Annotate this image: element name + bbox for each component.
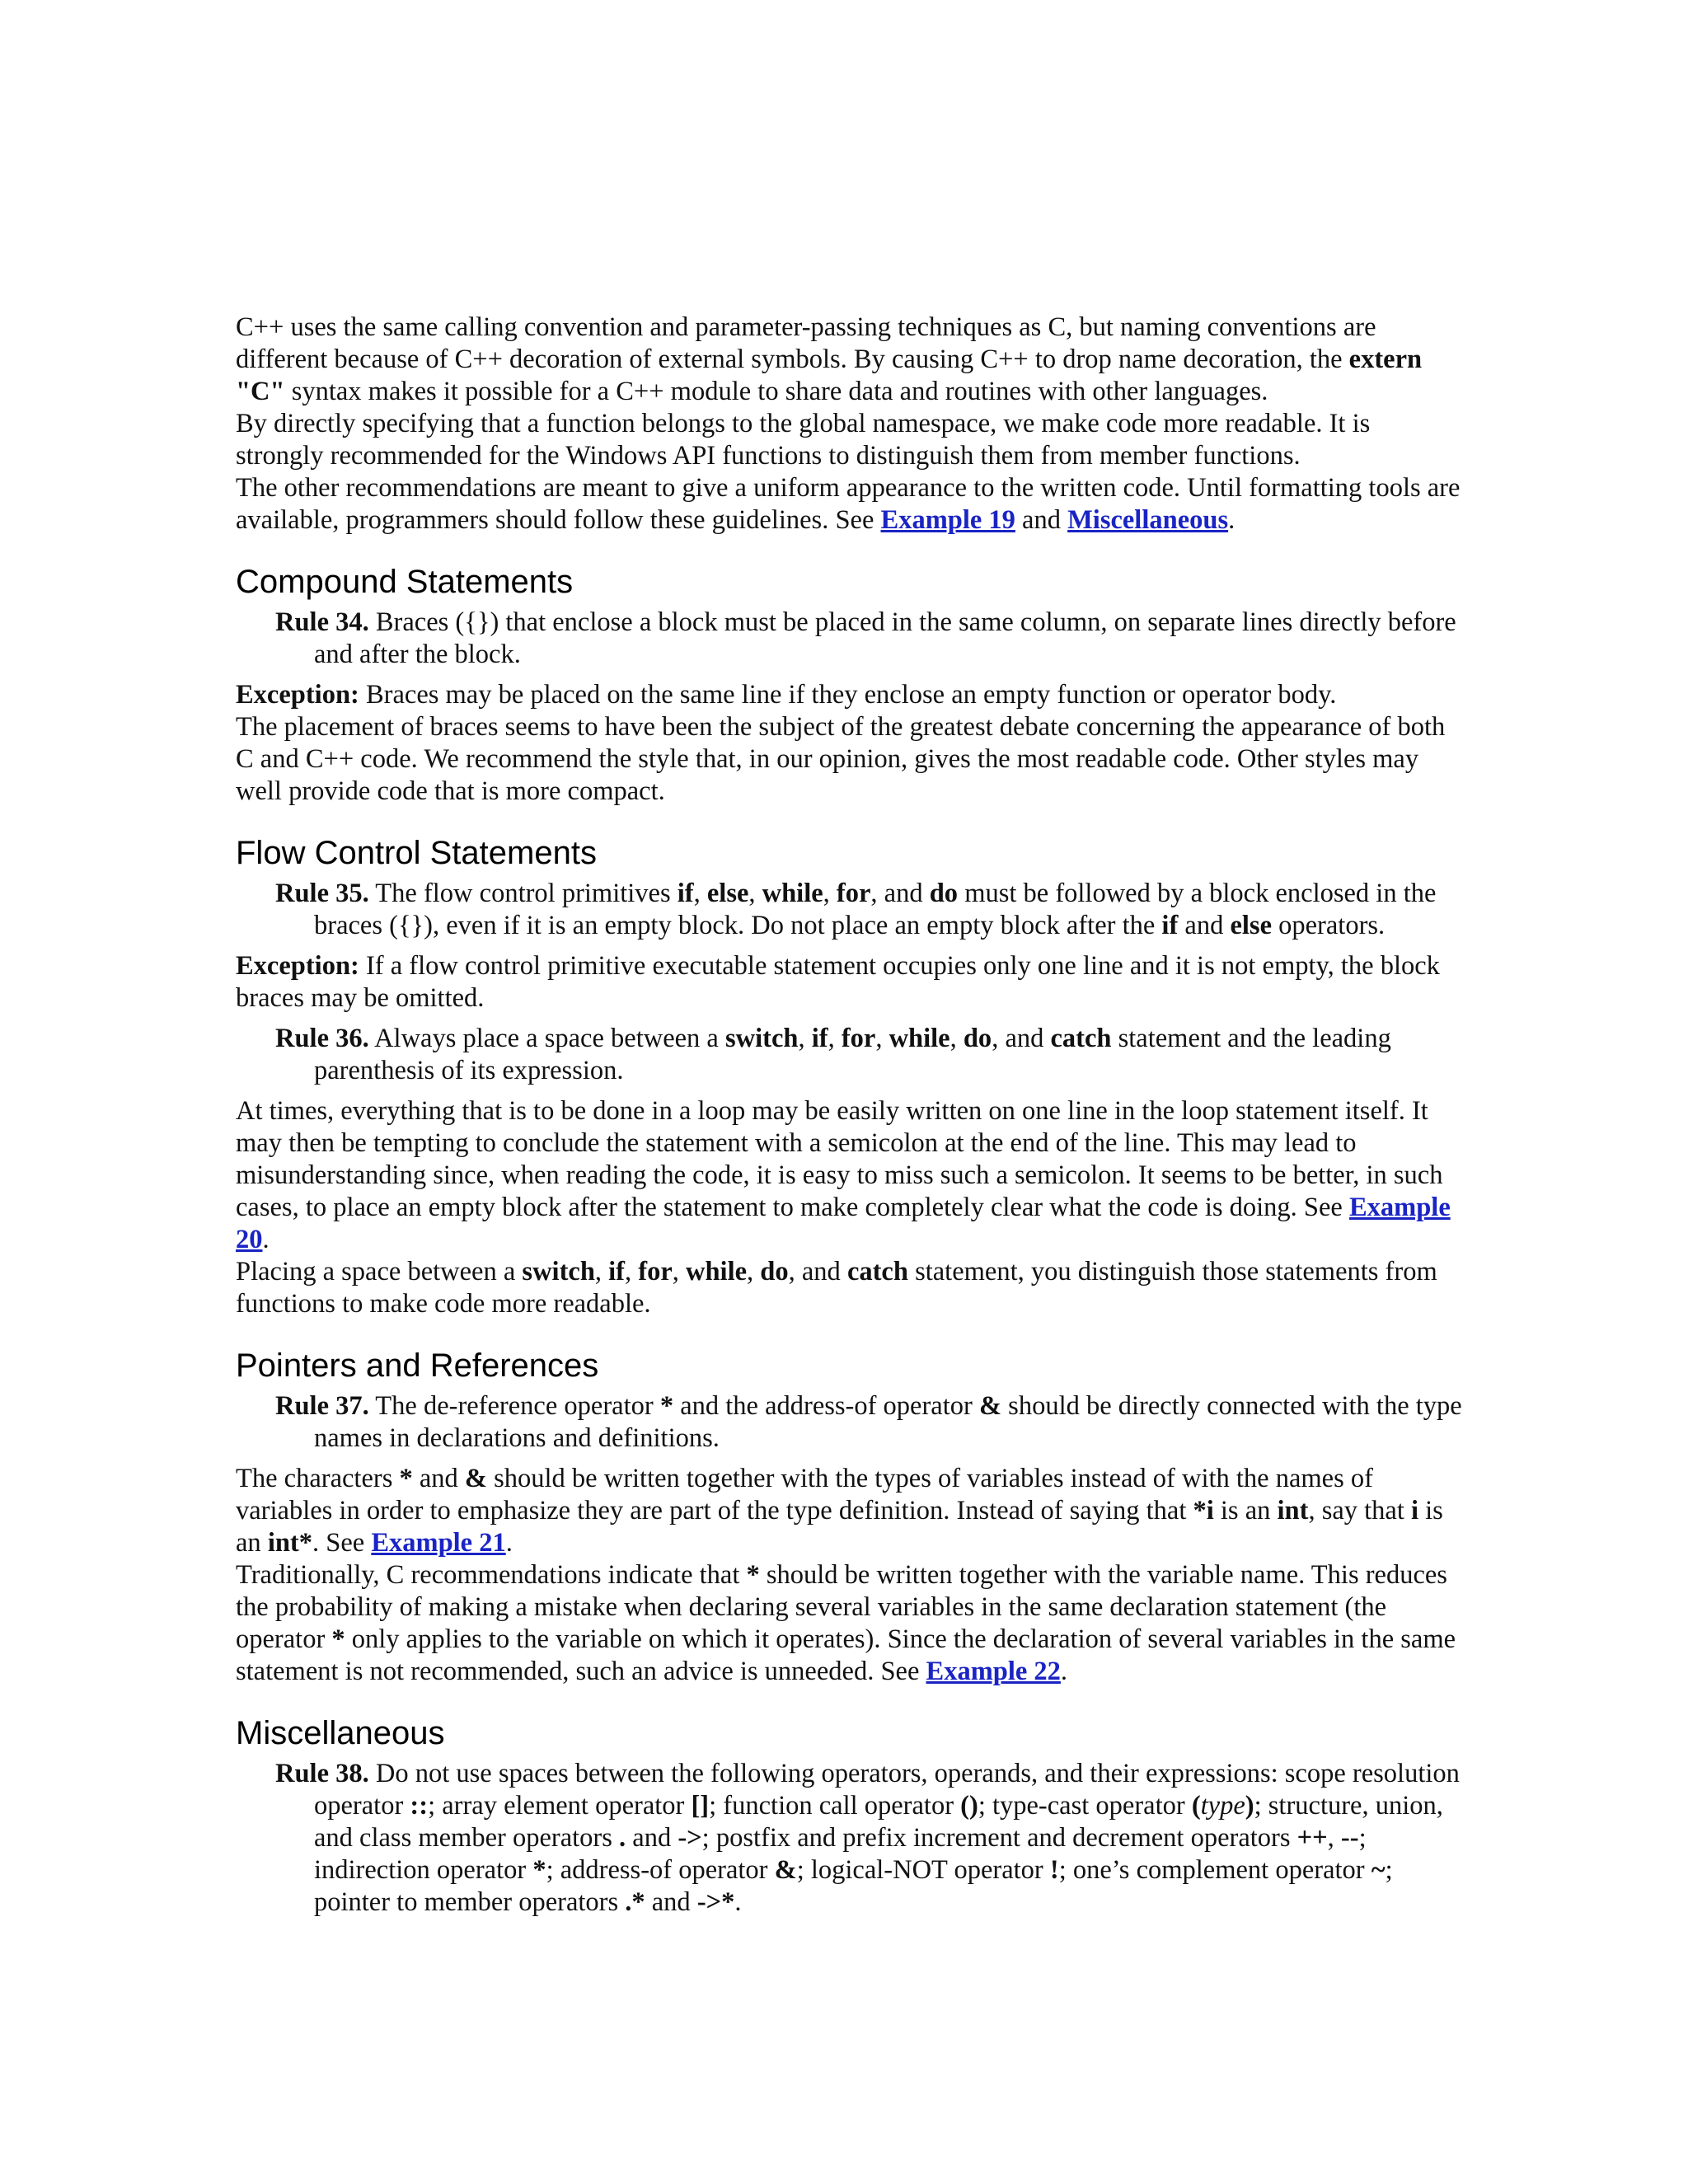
rule-label: Rule 35.	[275, 879, 369, 908]
flow-paragraph-space: Placing a space between a switch, if, for, while, do, and catch statement, you distinguish those statements from functions to make code more readable.	[236, 1257, 1437, 1319]
link-example-21[interactable]: Example 21	[371, 1528, 506, 1558]
document-page	[236, 312, 1464, 1927]
rule-label: Rule 34.	[275, 607, 369, 637]
flow-paragraph-semicolon: At times, everything that is to be done in a loop may be easily written on one line in the loop statement itself. It may then be tempting to conclude the statement with a semicolon at the end of the line. This may lead to misunderstanding since, when reading the code, it is easy to miss such a semicolon. It seems to be better, in such cases, to place an empty block after the statement to make completely clear what the code is doing. See Example 20.	[236, 1096, 1451, 1254]
rule-label: Rule 38.	[275, 1759, 369, 1788]
heading-miscellaneous: Miscellaneous	[236, 1715, 445, 1751]
link-example-19[interactable]: Example 19	[880, 505, 1015, 535]
heading-flow-control-statements: Flow Control Statements	[236, 835, 597, 871]
intro-paragraph-uniform-appearance: The other recommendations are meant to give a uniform appearance to the written code. Until formatting tools are available, programmers should follow these guidelines. See Example 19 and Miscellaneous.	[236, 473, 1461, 535]
intro-paragraph-global-namespace: By directly specifying that a function belongs to the global namespace, we make code more readable. It is strongly recommended for the Windows API functions to distinguish them from member functions.	[236, 409, 1371, 471]
link-example-22[interactable]: Example 22	[926, 1657, 1061, 1686]
link-example-20[interactable]: Example 20	[236, 1193, 1451, 1254]
extern-c-keyword: extern "C"	[236, 344, 1423, 406]
exception-label: Exception:	[236, 951, 359, 981]
rule-label: Rule 37.	[275, 1391, 369, 1421]
exception-34: Exception: Braces may be placed on the same line if they enclose an empty function or operator body.	[236, 680, 1337, 710]
heading-compound-statements: Compound Statements	[236, 564, 574, 600]
exception-35: Exception: If a flow control primitive executable statement occupies only one line and it is not empty, the block braces may be omitted.	[236, 951, 1440, 1013]
exception-label: Exception:	[236, 680, 359, 710]
rule-label: Rule 36.	[275, 1024, 369, 1053]
rule-37: Rule 37. The de-reference operator * and the address-of operator & should be directly connected with the type names in declarations and definitions.	[275, 1391, 1462, 1453]
link-miscellaneous[interactable]: Miscellaneous	[1067, 505, 1229, 535]
rule-36: Rule 36. Always place a space between a switch, if, for, while, do, and catch statement and the leading parenthesis of its expression.	[275, 1024, 1391, 1085]
heading-pointers-and-references: Pointers and References	[236, 1347, 599, 1384]
pointers-paragraph-type: The characters * and & should be written together with the types of variables instead of with the names of variables in order to emphasize they are part of the type definition. Instead of saying that *i is an int, say that i is an int*. See Example 21.	[236, 1464, 1443, 1558]
compound-paragraph-braces: The placement of braces seems to have been the subject of the greatest debate concerning the appearance of both C and C++ code. We recommend the style that, in our opinion, gives the most readable code. Other styles may well provide code that is more compact.	[236, 712, 1446, 806]
pointers-paragraph-traditional: Traditionally, C recommendations indicate that * should be written together with the variable name. This reduces the probability of making a mistake when declaring several variables in the same declaration statement (the operator * only applies to the variable on which it operates). Since the declaration of several variables in the same statement is not recommended, such an advice is unneeded. See Example 22.	[236, 1560, 1456, 1686]
rule-38: Rule 38. Do not use spaces between the following operators, operands, and their expressions: scope resolution operator ::; array element operator []; function call operator (); type-cast operator (type); structure, union, and class member operators . and ->; postfix and prefix increment and decrement operators ++, --; indirection operator *; address-of operator &; logical-NOT operator !; one’s complement operator ~; pointer to member operators .* and ->*.	[275, 1759, 1460, 1917]
rule-35: Rule 35. The flow control primitives if, else, while, for, and do must be followed by a block enclosed in the braces ({}), even if it is an empty block. Do not place an empty block after the if and else operators.	[275, 879, 1437, 940]
rule-34: Rule 34. Braces ({}) that enclose a block must be placed in the same column, on separate lines directly before and after the block.	[275, 607, 1456, 669]
intro-paragraph-extern-c: C++ uses the same calling convention and parameter-passing techniques as C, but naming conventions are different because of C++ decoration of external symbols. By causing C++ to drop name decoration, the extern "C" syntax makes it possible for a C++ module to share data and routines with other languages.	[236, 312, 1423, 406]
